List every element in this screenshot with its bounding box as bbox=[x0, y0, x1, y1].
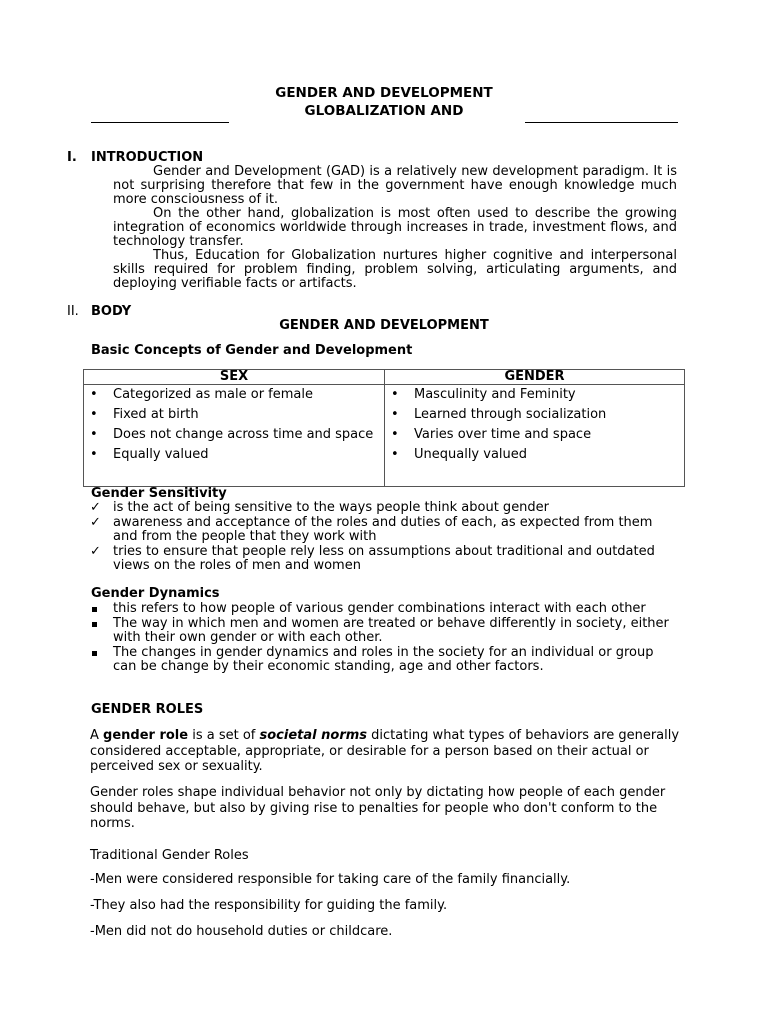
sex-column bbox=[84, 385, 385, 487]
list-item: • Does not change across time and space bbox=[113, 427, 384, 443]
list-item: The changes in gender dynamics and roles in the society for an individual or group can be change by their economic standing, age and other factors. bbox=[90, 646, 680, 675]
section-heading-body: BODY bbox=[91, 304, 132, 319]
checkmark-icon: ✓ bbox=[90, 500, 101, 515]
traditional-role-line-3: -Men did not do household duties or childcare. bbox=[90, 924, 393, 939]
list-item: • Masculinity and Feminity bbox=[414, 387, 684, 403]
body-section-title: GENDER AND DEVELOPMENT bbox=[279, 318, 489, 333]
gender-roles-heading: GENDER ROLES bbox=[91, 702, 204, 717]
gender-sensitivity-list bbox=[90, 501, 680, 574]
list-item: • Varies over time and space bbox=[414, 427, 684, 443]
intro-paragraph-3: Thus, Education for Globalization nurtures higher cognitive and interpersonal skills required for problem finding, problem solving, articulating arguments, and deploying verifiable facts or artifacts. bbox=[113, 248, 677, 291]
blank-line-right bbox=[525, 122, 678, 123]
checkmark-icon: ✓ bbox=[90, 514, 101, 530]
traditional-role-line-1: -Men were considered responsible for taking care of the family financially. bbox=[90, 872, 571, 887]
gender-dynamics-heading: Gender Dynamics bbox=[91, 586, 220, 601]
square-bullet-icon bbox=[92, 622, 97, 627]
list-item: this refers to how people of various gender combinations interact with each other bbox=[90, 602, 680, 617]
list-item: • Unequally valued bbox=[414, 447, 684, 463]
basic-concepts-heading: Basic Concepts of Gender and Development bbox=[91, 343, 413, 358]
list-item: • Learned through socialization bbox=[414, 407, 684, 423]
list-item: The way in which men and women are treated or behave differently in society, either with their own gender or with each other. bbox=[90, 617, 680, 646]
list-item: ✓ is the act of being sensitive to the ways people think about gender bbox=[90, 500, 550, 515]
intro-paragraph-2: On the other hand, globalization is most often used to describe the growing integration of economics worldwide through increases in trade, investment flows, and technology transfer. bbox=[113, 206, 677, 249]
square-bullet-icon bbox=[92, 651, 97, 656]
list-item: • Equally valued bbox=[113, 447, 384, 463]
checkmark-icon: ✓ bbox=[90, 543, 101, 559]
blank-line-left bbox=[91, 122, 229, 123]
table-header-gender: GENDER bbox=[385, 370, 685, 385]
list-item: • Categorized as male or female bbox=[113, 387, 384, 403]
traditional-role-line-2: -They also had the responsibility for guiding the family. bbox=[90, 898, 448, 913]
section-number-intro: I. bbox=[67, 150, 77, 165]
section-heading-intro: INTRODUCTION bbox=[91, 150, 204, 165]
list-item: • Fixed at birth bbox=[113, 407, 384, 423]
gender-sensitivity-heading: Gender Sensitivity bbox=[91, 486, 227, 501]
gender-role-definition: A gender role is a set of societal norms dictating what types of behaviors are generally considered acceptable, appropriate, or desirable for a person based on their actual or perceived sex or sexuality. bbox=[90, 728, 680, 774]
section-number-body: II. bbox=[67, 304, 79, 319]
table-header-sex: SEX bbox=[84, 370, 385, 385]
document-subtitle: GLOBALIZATION AND bbox=[304, 103, 464, 119]
intro-paragraph-1: Gender and Development (GAD) is a relatively new development paradigm. It is not surprising therefore that few in the government have enough knowledge much more consciousness of it. bbox=[113, 164, 677, 207]
sex-gender-table bbox=[83, 369, 685, 487]
traditional-roles-heading: Traditional Gender Roles bbox=[90, 848, 249, 863]
gender-roles-paragraph: Gender roles shape individual behavior not only by dictating how people of each gender should behave, but also by giving rise to penalties for people who don't conform to the norms. bbox=[90, 785, 666, 831]
list-item: ✓ awareness and acceptance of the roles and duties of each, as expected from them and from the people that they work with bbox=[90, 514, 653, 544]
gender-column bbox=[385, 385, 685, 487]
square-bullet-icon bbox=[92, 607, 97, 612]
list-item: ✓ tries to ensure that people rely less on assumptions about traditional and outdated views on the roles of men and women bbox=[90, 543, 655, 573]
gender-dynamics-list bbox=[90, 602, 680, 675]
document-title: GENDER AND DEVELOPMENT bbox=[275, 85, 493, 101]
